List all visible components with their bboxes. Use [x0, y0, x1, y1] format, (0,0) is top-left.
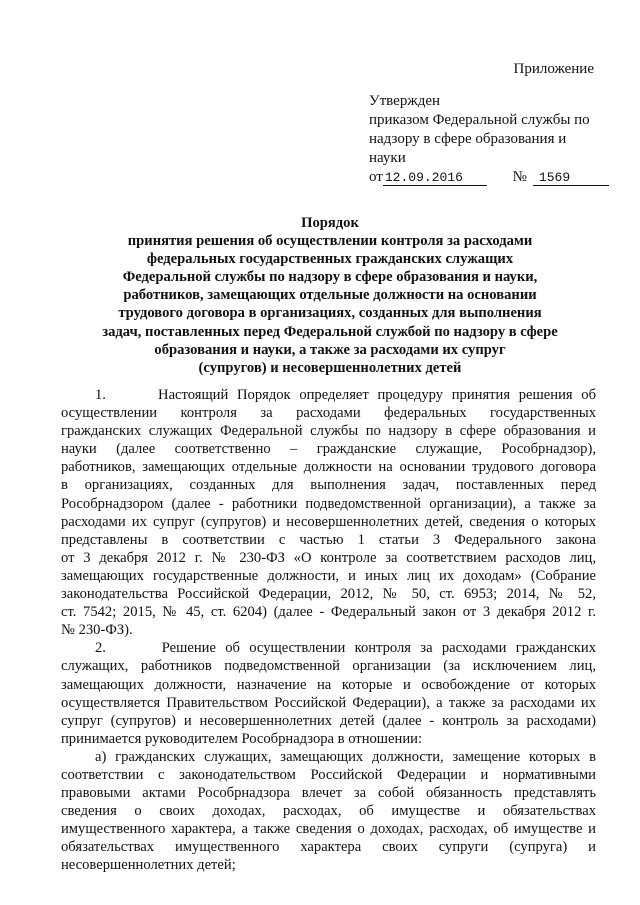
approval-block [369, 92, 604, 187]
order-date-number-line [369, 168, 604, 187]
body-line: сведения о своих доходах, расходах, об имуществе и обязательствах [61, 803, 596, 820]
document-body [61, 386, 596, 875]
body-line: замещающих должности, назначение на которые и освобождение от которых [61, 676, 596, 693]
document-title [60, 214, 600, 377]
body-line: обязательствах имущественного характера своих супруги (супруга) и [61, 839, 596, 856]
title-line: трудового договора в организациях, созданных для выполнения [118, 305, 542, 322]
body-line: работников, замещающих отдельные должности на основании трудового договора [61, 459, 596, 476]
body-line: замещающих государственные должности, и иных лиц их доходам» (Собрание [61, 567, 596, 584]
title-line: (супругов) и несовершеннолетних детей [198, 359, 462, 376]
body-line: правовыми актами Рособрнадзора влечет за собой обязанность представлять [61, 785, 596, 802]
title-line: задач, поставленных перед Федеральной службой по надзору в сфере [102, 323, 558, 340]
approval-line: науки [369, 150, 406, 166]
body-line: ст. 7542; 2015, № 45, ст. 6204) (далее - Федеральный закон от 3 декабря 2012 г. [61, 604, 596, 621]
appendix-label: Приложение [513, 61, 594, 77]
title-line: работников, замещающих отдельные должности на основании [123, 287, 537, 304]
body-line: несовершеннолетних детей; [61, 857, 236, 874]
title-line: федеральных государственных гражданских служащих [146, 251, 514, 268]
number-label: № [512, 169, 527, 185]
approval-line: Утвержден [369, 93, 441, 109]
body-line: гражданских служащих Федеральной службы по надзору в сфере образования и [61, 423, 596, 440]
body-line: науки (далее соответственно – гражданские служащие, Рособрнадзор), [61, 441, 596, 458]
approval-line: надзору в сфере образования и [369, 131, 567, 147]
body-line: 1. Настоящий Порядок определяет процедуру принятия решения об [95, 387, 596, 403]
body-line: законодательства Российской Федерации, 2012, № 50, ст. 6953; 2014, № 52, [61, 586, 596, 603]
body-line: представлены в соответствии с частью 1 статьи 3 Федерального закона [61, 531, 596, 548]
body-line: расходами их супруг (супругов) и несовершеннолетних детей, сведения о которых [61, 513, 596, 530]
order-date: 12.09.2016 [383, 170, 487, 186]
from-label: от [369, 169, 383, 185]
body-line: принимается руководителем Рособрнадзора в отношении: [61, 730, 422, 747]
body-line: 2. Решение об осуществлении контроля за расходами гражданских [95, 640, 596, 657]
body-line: осуществлении контроля за расходами федеральных государственных [61, 405, 596, 422]
body-line: Рособрнадзором (далее - работники подведомственной организации), а также за [61, 495, 596, 512]
title-line: образования и науки, а также за расходами их супруг [154, 341, 506, 358]
body-line: от 3 декабря 2012 г. № 230-ФЗ «О контроле за соответствием расходов лиц, [61, 549, 596, 566]
title-line: Порядок [301, 215, 359, 231]
body-line: осуществляется Правительством Российской Федерации), а также за расходами их [61, 694, 596, 711]
body-line: в организациях, созданных для выполнения задач, поставленных перед [61, 477, 596, 494]
body-line: служащих, работников подведомственной организации (за исключением лиц, [61, 658, 596, 675]
order-number: 1569 [533, 170, 609, 186]
title-line: принятия решения об осуществлении контроля за расходами [127, 233, 533, 250]
body-line: а) гражданских служащих, замещающих должности, замещение которых в [95, 748, 596, 765]
body-line: соответствии с законодательством Российской Федерации и нормативными [61, 766, 596, 783]
approval-line: приказом Федеральной службы по [369, 112, 590, 128]
title-line: Федеральной службы по надзору в сфере образования и науки, [122, 269, 538, 286]
body-line: супруг (супругов) и несовершеннолетних детей (далее - контроль за расходами) [61, 712, 596, 729]
body-line: имущественного характера, а также сведения о доходах, расходах, об имуществе и [61, 821, 596, 838]
body-line: № 230-ФЗ). [61, 622, 133, 639]
